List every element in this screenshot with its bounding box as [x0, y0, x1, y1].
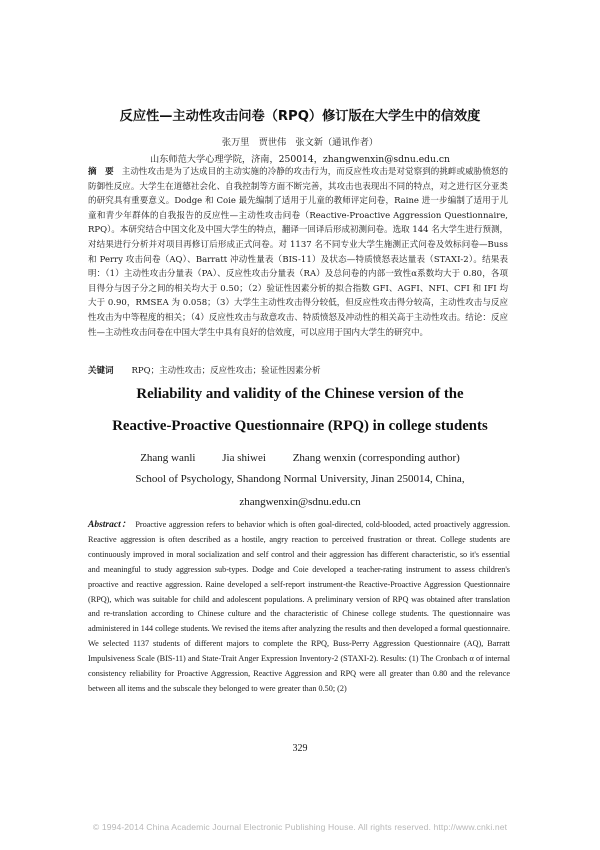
- copyright-footer: © 1994-2014 China Academic Journal Electronic Publishing House. All rights reserved. http://www.cnki.net: [92, 822, 508, 832]
- chinese-keywords-label: 关键词: [88, 366, 114, 376]
- english-abstract: [88, 518, 510, 697]
- english-title-line2: Reactive-Proactive Questionnaire (RPQ) in college students: [112, 418, 488, 434]
- chinese-abstract: [88, 165, 508, 340]
- english-abstract-label: Abstract：: [88, 520, 132, 530]
- page-number: 329: [292, 743, 308, 754]
- english-abstract-text: Proactive aggression refers to behavior which is often goal-directed, cold-blooded, acted proactively aggression. Reactive aggression is often described as a hostile, angry reaction to perceived frustration or threat. College students are continuously improved in moral socialization and self control and their aggression has different characteristic, so it's essential and meaningful to study aggression sub-types. Dodge and Coie developed a teacher-rating instrument to assess children's proactive and reactive aggression. Raine developed a self-report instrument-the Reactive-Proactive Aggression Questionnaire (RPQ), which was suitable for child and adolescent populations. A preliminary version of RPQ was obtained after translation and re-translation according to Chinese culture and the characteristic of Chinese college students. The questionnaire was administered in 144 college students. We revised the items after analyzing the results and then developed a formal questionnaire. We selected 1137 students of different majors to complete the RPQ, Buss-Perry Aggression Questionnaire (AQ), Barratt Impulsiveness Scale (BIS-11) and State-Trait Anger Expression Inventory-2 (STAXI-2). Results: (1) The Cronbach α of internal consistency reliability for Proactive Aggression, Reactive Aggression and RPQ were all greater than 0.80 and the relevance between all items and the subscale they belonged to were greater than 0.50; (2): [88, 520, 510, 693]
- chinese-affiliation: 山东师范大学心理学院，济南，250014，zhangwenxin@sdnu.edu.cn: [150, 154, 450, 165]
- english-author-2: Jia shiwei: [222, 452, 266, 464]
- chinese-abstract-label: 摘 要: [88, 167, 114, 177]
- chinese-title: 反应性—主动性攻击问卷（RPQ）修订版在大学生中的信效度: [119, 109, 481, 124]
- english-authors: [0, 452, 600, 464]
- chinese-keywords-text: RPQ；主动性攻击；反应性攻击；验证性因素分析: [131, 366, 321, 376]
- english-author-1: Zhang wanli: [140, 452, 196, 464]
- chinese-abstract-text: 主动性攻击是为了达成目的主动实施的冷静的攻击行为，而反应性攻击是对觉察到的挑衅或威胁愤怒的防御性反应。大学生在道德社会化、自我控制等方面不断完善，其攻击也表现出不同的特点，对之进行区分亚类的研究具有重要意义。Dodge 和 Coie 最先编制了适用于儿童的教师评定问卷，Raine 进一步编制了适用于儿童和青少年群体的自我报告的反应性—主动性攻击问卷（Reactive-Proactive Aggression Questionnaire, RPQ）。本研究结合中国文化及中国大学生的特点，翻译一回译后形成初测问卷。选取 144 名大学生进行预测，对结果进行分析并对项目再修订后形成正式问卷。对 1137 名不同专业大学生施测正式问卷及效标问卷—Buss 和 Perry 攻击问卷（AQ）、Barratt 冲动性量表（BIS-11）及状态—特质愤怒表达量表（STAXI-2）。结果表明：（1）主动性攻击分量表（PA）、反应性攻击分量表（RA）及总问卷的内部一致性α系数均大于 0.80，各项目得分与因子分之间的相关均大于 0.50；（2）验证性因素分析的拟合指数 GFI、AGFI、NFI、CFI 和 IFI 均大于 0.90，RMSEA 为 0.058；（3）大学生主动性攻击得分较低，但反应性攻击得分较高，主动性攻击与反应性攻击为中等程度的相关；（4）反应性攻击与敌意攻击、特质愤怒及冲动性的相关高于主动性攻击。结论：反应性—主动性攻击问卷在中国大学生中具有良好的信效度，可以应用于国内大学生的研究中。: [88, 167, 508, 338]
- chinese-keywords: [88, 364, 508, 376]
- english-affiliation: School of Psychology, Shandong Normal University, Jinan 250014, China,: [135, 473, 465, 485]
- english-email: zhangwenxin@sdnu.edu.cn: [239, 496, 361, 508]
- english-author-3: Zhang wenxin (corresponding author): [292, 452, 460, 464]
- english-title-line1: Reliability and validity of the Chinese version of the: [136, 386, 464, 402]
- chinese-authors: 张万里 贾世伟 张文新（通讯作者）: [221, 137, 379, 148]
